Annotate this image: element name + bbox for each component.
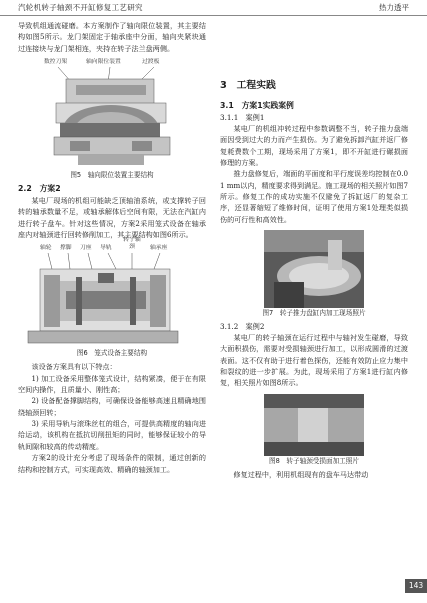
paragraph: 3) 采用导轨与滚珠丝杠的组合，可提供高精度的轴向进给运动，该机构在抵抗切削扭矩的同时，能够保证较小的导轨间隙和较高的传动精度。 xyxy=(18,419,206,451)
paragraph: 该设备方案具有以下特点： xyxy=(31,362,117,372)
figure-8-photo xyxy=(264,394,364,456)
running-header xyxy=(0,0,427,16)
paragraph: 某电厂的机组冲转过程中参数调整不当，转子推力盘端面因受到过大的力而产生损伤。为了避免拆卸汽缸并返厂修复耗费数个工期，现场采用了方案1，即不开缸进行碾损面修理的方案。 xyxy=(220,124,408,168)
figure-6 xyxy=(18,237,206,347)
subsubsection-heading: 3.1.2 案例2 xyxy=(220,322,265,332)
fig5-drawing xyxy=(18,65,206,169)
paragraph: 1) 加工设备采用整体笼式设计，结构紧凑，便于在有限空间内操作，且质量小、刚性高； xyxy=(18,373,206,395)
figure-6-caption: 图6 笼式设备主要结构 xyxy=(76,349,148,358)
subsubsection-heading: 3.1.1 案例1 xyxy=(220,113,265,122)
fig6-label: 轴承座 xyxy=(150,245,168,252)
paragraph: 推力盘修复后，端面的平面度和平行度误差均控制在0.01 mm以内，精度要求得到满足。施工现场的相关照片如图7所示。修复工作的成功实施不仅避免了拆缸返厂的复杂工序，还显著缩短了维修时间，证明了使用方案1处理类似损伤的可行性和高效性。 xyxy=(220,169,408,224)
figure-5 xyxy=(18,57,206,169)
paragraph: 某电厂的转子轴颈在运行过程中与轴衬发生碰磨，导致大面积损伤，需要对受损轴颈进行加工，以形成圆滑的过渡表面。这不仅有助于进行着色探伤，还能有效防止应力集中和裂纹的进一步扩展。为此，现场采用了方案1进行缸内修复，相关照片如图8所示。 xyxy=(220,333,408,388)
subsection-heading: 3.1 方案1实践案例 xyxy=(220,101,294,110)
page-number: 143 xyxy=(405,579,427,593)
paragraph: 方案2的设计充分考虑了现场条件的限制，通过创新的结构和控制方式，可实现高效、精确的轴颈加工。 xyxy=(18,453,206,474)
fig5-label: 过渡板 xyxy=(142,59,160,66)
fig7-photo-drawing xyxy=(264,230,364,308)
section-heading: 2.2 方案2 xyxy=(18,184,61,194)
right-column xyxy=(220,72,408,480)
journal-article-title: 汽轮机转子轴颈不开缸修复工艺研究 xyxy=(18,3,143,12)
figure-7-caption: 图7 转子推力盘缸内加工现场照片 xyxy=(262,309,366,318)
fig8-photo-drawing xyxy=(264,394,364,456)
fig6-drawing xyxy=(18,251,206,347)
fig6-label: 轴轮 xyxy=(40,245,52,252)
paragraph: 导致机组通流碰磨。本方案制作了轴向限位装置，其主要结构如图5所示。龙门架固定于轴承座中分面，轴向夹紧块通过连接块与龙门架相连，夹持在转子法兰盘两侧。 xyxy=(18,21,206,53)
figure-7-photo xyxy=(264,230,364,308)
paragraph: 2) 设备配备撑脚结构，可确保设备能够高速且精确地围绕轴颈回转； xyxy=(18,396,206,417)
fig6-label: 刀座 xyxy=(80,245,92,252)
paragraph: 某电厂现场的机组可能缺乏顶轴油系统，或支撑转子回转的轴承数量不足，或轴承解体后空间有限，无法在汽缸内进行转子盘车。针对这些情况，方案2采用笼式设备在轴承座内对轴颈进行回转修削加工，其主要结构如图6所示。 xyxy=(18,196,206,240)
fig5-label: 数控刀架 xyxy=(44,59,68,66)
fig5-label: 轴向限位装置 xyxy=(86,59,121,66)
journal-name: 热力透平 xyxy=(379,3,409,12)
fig6-label: 导轨 xyxy=(100,245,112,252)
figure-5-caption: 图5 轴向限位装置主要结构 xyxy=(70,171,154,180)
fig6-label: 撑脚 xyxy=(60,245,72,252)
figure-8-caption: 图8 转子轴颈受损面加工照片 xyxy=(269,456,359,465)
fig6-label: 转子轴颈 xyxy=(123,237,141,251)
left-column xyxy=(18,20,206,475)
paragraph: 修复过程中，利用机组现有的盘车马达带动 xyxy=(233,469,369,479)
section-heading: 3 工程实践 xyxy=(220,80,276,91)
